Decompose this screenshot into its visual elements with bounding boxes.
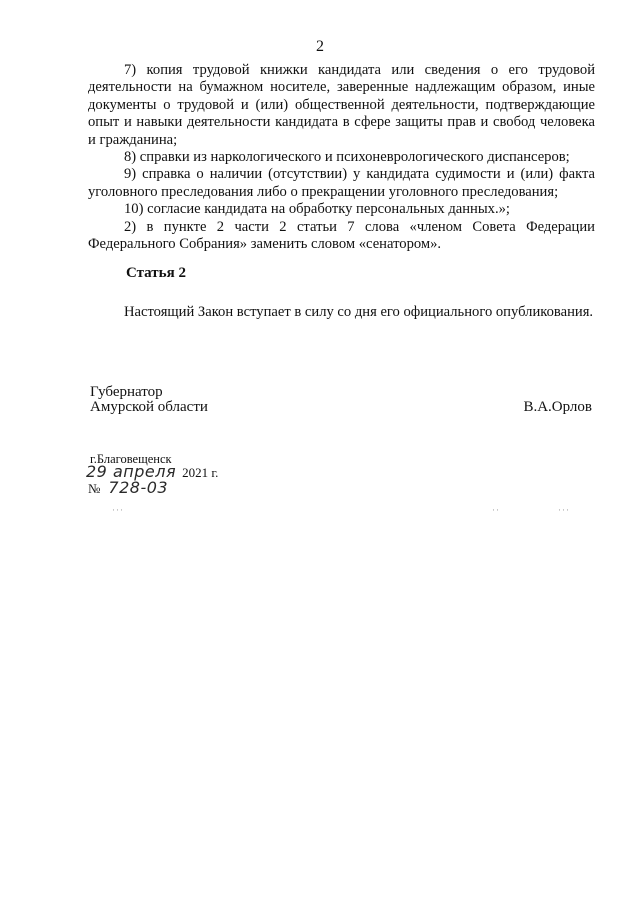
city-label: г.Благовещенск (90, 452, 172, 466)
date-year: 2021 г. (182, 465, 219, 480)
page-number: 2 (316, 38, 324, 55)
governor-name: В.А.Орлов (523, 399, 592, 415)
handwritten-number: 728-03 (108, 478, 169, 497)
item-2-amendment: 2) в пункте 2 части 2 статьи 7 слова «членом Совета Федерации Федерального Собрания» заменить словом «сенатором». (88, 218, 595, 253)
amendment-items (88, 62, 595, 253)
governor-region: Амурской области (90, 399, 208, 415)
law-number (88, 478, 168, 497)
item-8: 8) справки из наркологического и психоневрологического диспансеров; (124, 149, 570, 166)
item-7: 7) копия трудовой книжки кандидата или сведения о его трудовой деятельности на бумажном носителе, заверенные надлежащим образом, иные документы о трудовой и (или) общественной деятельности, подтверждающие опыт и навыки деятельности кандидата в сфере защиты прав и свобод человека и гражданина; (88, 62, 595, 148)
item-10: 10) согласие кандидата на обработку персональных данных.»; (124, 201, 510, 218)
scan-artifact-dots: ··· (112, 505, 124, 515)
scan-artifact-dots: ··· (558, 505, 570, 515)
scan-artifact-dots: ·· (492, 505, 500, 515)
item-9: 9) справка о наличии (отсутствии) у кандидата судимости и (или) факта уголовного преследования либо о прекращении уголовного преследования; (88, 166, 595, 200)
article-2-text: Настоящий Закон вступает в силу со дня его официального опубликования. (124, 304, 594, 320)
governor-title: Губернатор (90, 384, 163, 400)
number-sign: № (88, 481, 101, 496)
article-2-heading: Статья 2 (126, 265, 186, 281)
handwritten-date: 29 апреля (86, 462, 177, 481)
